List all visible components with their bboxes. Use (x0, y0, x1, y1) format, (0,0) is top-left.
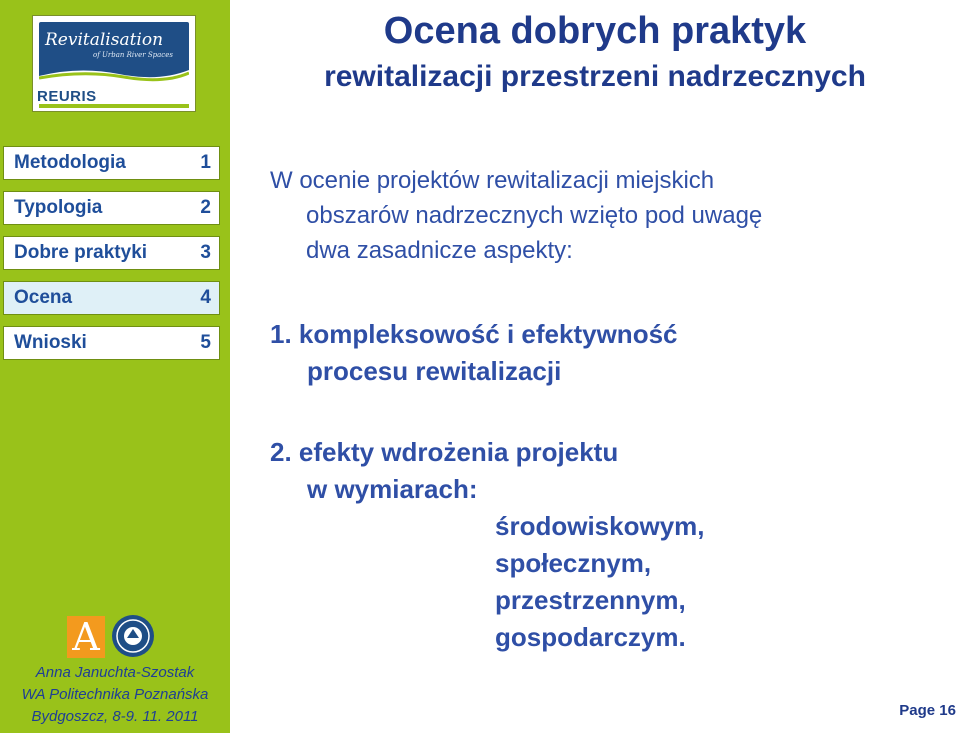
logo-swoosh-icon (39, 64, 189, 84)
nav-item-number: 1 (200, 152, 211, 173)
nav-item-label: Dobre praktyki (14, 242, 148, 263)
nav-item-label: Ocena (14, 287, 73, 308)
slide-title: Ocena dobrych praktyk (383, 10, 807, 52)
intro-line: obszarów nadrzecznych wzięto pod uwagę (306, 202, 763, 229)
intro-paragraph (270, 163, 762, 268)
nav-item-label: Wnioski (14, 332, 87, 353)
author-info (0, 662, 230, 728)
dimension-item: przestrzennym, (495, 585, 686, 615)
university-seal-icon (111, 614, 155, 658)
intro-line: dwa zasadnicze aspekty: (306, 237, 573, 264)
nav-item-number: 3 (200, 242, 211, 263)
author-name: Anna Januchta-Szostak (35, 664, 195, 681)
aspect-1-line: 1. kompleksowość i efektywność (270, 319, 678, 349)
nav-item-metodologia[interactable] (3, 146, 220, 180)
nav-item-label: Typologia (14, 197, 103, 218)
aspect-1-line: procesu rewitalizacji (307, 356, 562, 386)
logo-script-text: Revitalisation (45, 30, 164, 50)
nav-item-wnioski[interactable] (3, 326, 220, 360)
dimension-item: społecznym, (495, 548, 652, 578)
aspect-1 (270, 316, 678, 390)
reuris-logo (32, 15, 196, 112)
aspect-2-line: w wymiarach: (307, 474, 478, 504)
slide-subtitle: rewitalizacji przestrzeni nadrzecznych (324, 60, 866, 93)
dimension-item: środowiskowym, (495, 511, 705, 541)
aspect-2-line: 2. efekty wdrożenia projektu (270, 437, 619, 467)
aspect-2 (270, 434, 705, 656)
dimension-item: gospodarczym. (495, 622, 686, 652)
nav-item-number: 5 (200, 332, 211, 353)
page-number: Page 16 (899, 702, 956, 719)
nav-item-label: Metodologia (14, 152, 126, 173)
nav-item-typologia[interactable] (3, 191, 220, 225)
nav-item-number: 4 (200, 287, 211, 308)
faculty-logo: A (67, 616, 105, 658)
nav-item-dobre-praktyki[interactable] (3, 236, 220, 270)
nav-item-number: 2 (200, 197, 211, 218)
sidebar (0, 0, 230, 733)
institution-logos (67, 614, 157, 660)
event-date: Bydgoszcz, 8-9. 11. 2011 (31, 708, 199, 725)
author-affiliation: WA Politechnika Poznańska (21, 686, 209, 703)
logo-brand-text: REURIS (37, 88, 97, 105)
nav-item-ocena[interactable] (3, 281, 220, 315)
sidebar-nav (3, 146, 220, 371)
logo-subtitle: of Urban River Spaces (93, 51, 173, 59)
intro-line: W ocenie projektów rewitalizacji miejskich (270, 167, 715, 194)
